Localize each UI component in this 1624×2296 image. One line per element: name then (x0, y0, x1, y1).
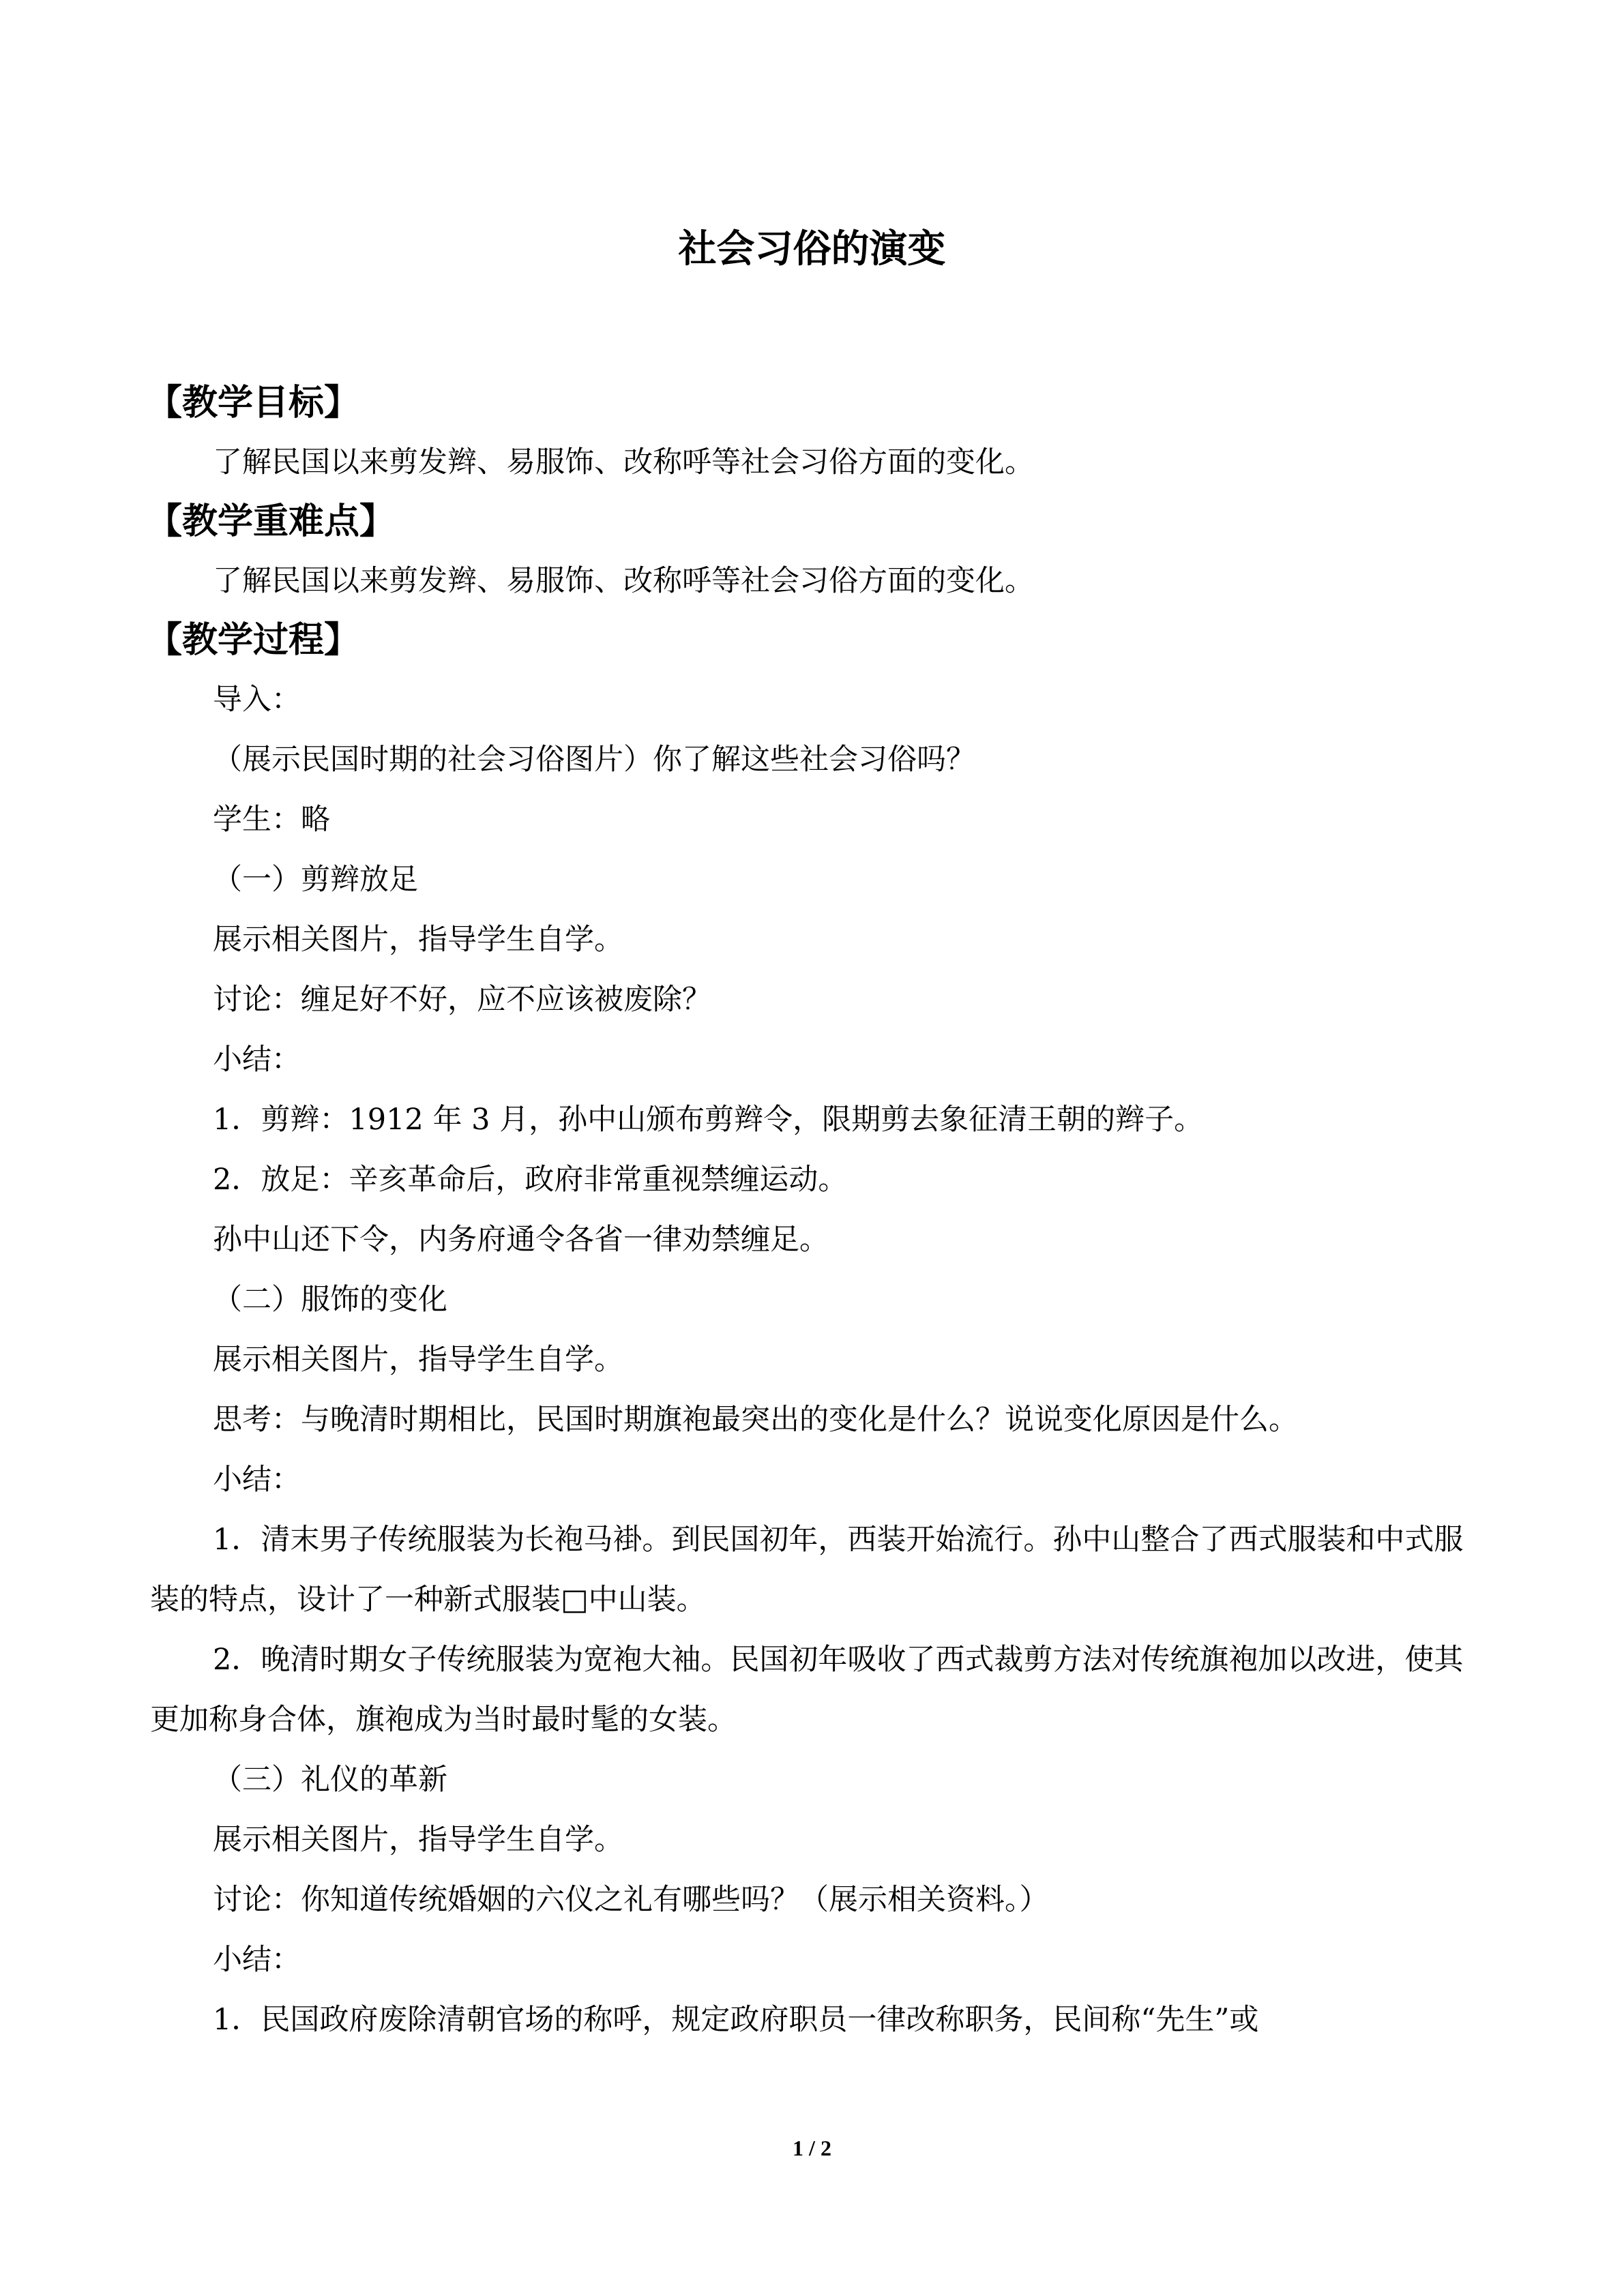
process-paragraph: 展示相关图片，指导学生自学。 (213, 1823, 623, 1857)
subsection-heading: （二）服饰的变化 (213, 1283, 447, 1317)
page-number: 1 / 2 (793, 2136, 831, 2160)
process-paragraph: 1．剪辫：1912 年 3 月，孙中山颁布剪辫令，限期剪去象征清王朝的辫子。 (213, 1103, 1204, 1137)
page-title: 社会习俗的演变 (678, 226, 946, 271)
process-paragraph: 讨论：缠足好不好，应不应该被废除？ (213, 983, 711, 1017)
process-paragraph: 2．放足：辛亥革命后，政府非常重视禁缠运动。 (213, 1163, 848, 1197)
process-paragraph: 小结： (213, 1463, 301, 1497)
process-paragraph: 讨论：你知道传统婚姻的六仪之礼有哪些吗？（展示相关资料。） (213, 1883, 1049, 1917)
process-paragraph: 1．清末男子传统服装为长袍马褂。到民国初年，西装开始流行。孙中山整合了西式服装和中式服装的特点，设计了一种新式服装□中山装。 (150, 1523, 1464, 1617)
process-paragraph: 2．晚清时期女子传统服装为宽袍大袖。民国初年吸收了西式裁剪方法对传统旗袍加以改进，使其更加称身合体，旗袍成为当时最时髦的女装。 (150, 1643, 1464, 1737)
process-paragraph: 思考：与晚清时期相比，民国时期旗袍最突出的变化是什么？说说变化原因是什么。 (213, 1403, 1298, 1437)
process-paragraph: 展示相关图片，指导学生自学。 (213, 1343, 623, 1377)
section-heading-key-points: 【教学重难点】 (147, 501, 396, 542)
process-paragraph: 小结： (213, 1043, 301, 1077)
objectives-paragraph: 了解民国以来剪发辫、易服饰、改称呼等社会习俗方面的变化。 (213, 445, 1034, 479)
process-paragraph: 展示相关图片，指导学生自学。 (213, 923, 623, 957)
process-paragraph: （展示民国时期的社会习俗图片）你了解这些社会习俗吗？ (213, 743, 975, 777)
process-paragraph: 小结： (213, 1943, 301, 1977)
process-paragraph: 孙中山还下令，内务府通令各省一律劝禁缠足。 (213, 1223, 829, 1257)
subsection-heading: （一）剪辫放足 (213, 863, 418, 897)
key-points-paragraph: 了解民国以来剪发辫、易服饰、改称呼等社会习俗方面的变化。 (213, 564, 1034, 598)
document-body (147, 374, 1480, 2050)
process-paragraph: 1．民国政府废除清朝官场的称呼，规定政府职员一律改称职务，民间称“先生”或 (213, 2003, 1259, 2037)
process-paragraph: 导入： (213, 683, 301, 717)
section-heading-objectives: 【教学目标】 (147, 382, 360, 423)
section-heading-process: 【教学过程】 (147, 619, 360, 661)
subsection-heading: （三）礼仪的革新 (213, 1763, 447, 1797)
process-paragraph: 学生：略 (213, 803, 330, 837)
